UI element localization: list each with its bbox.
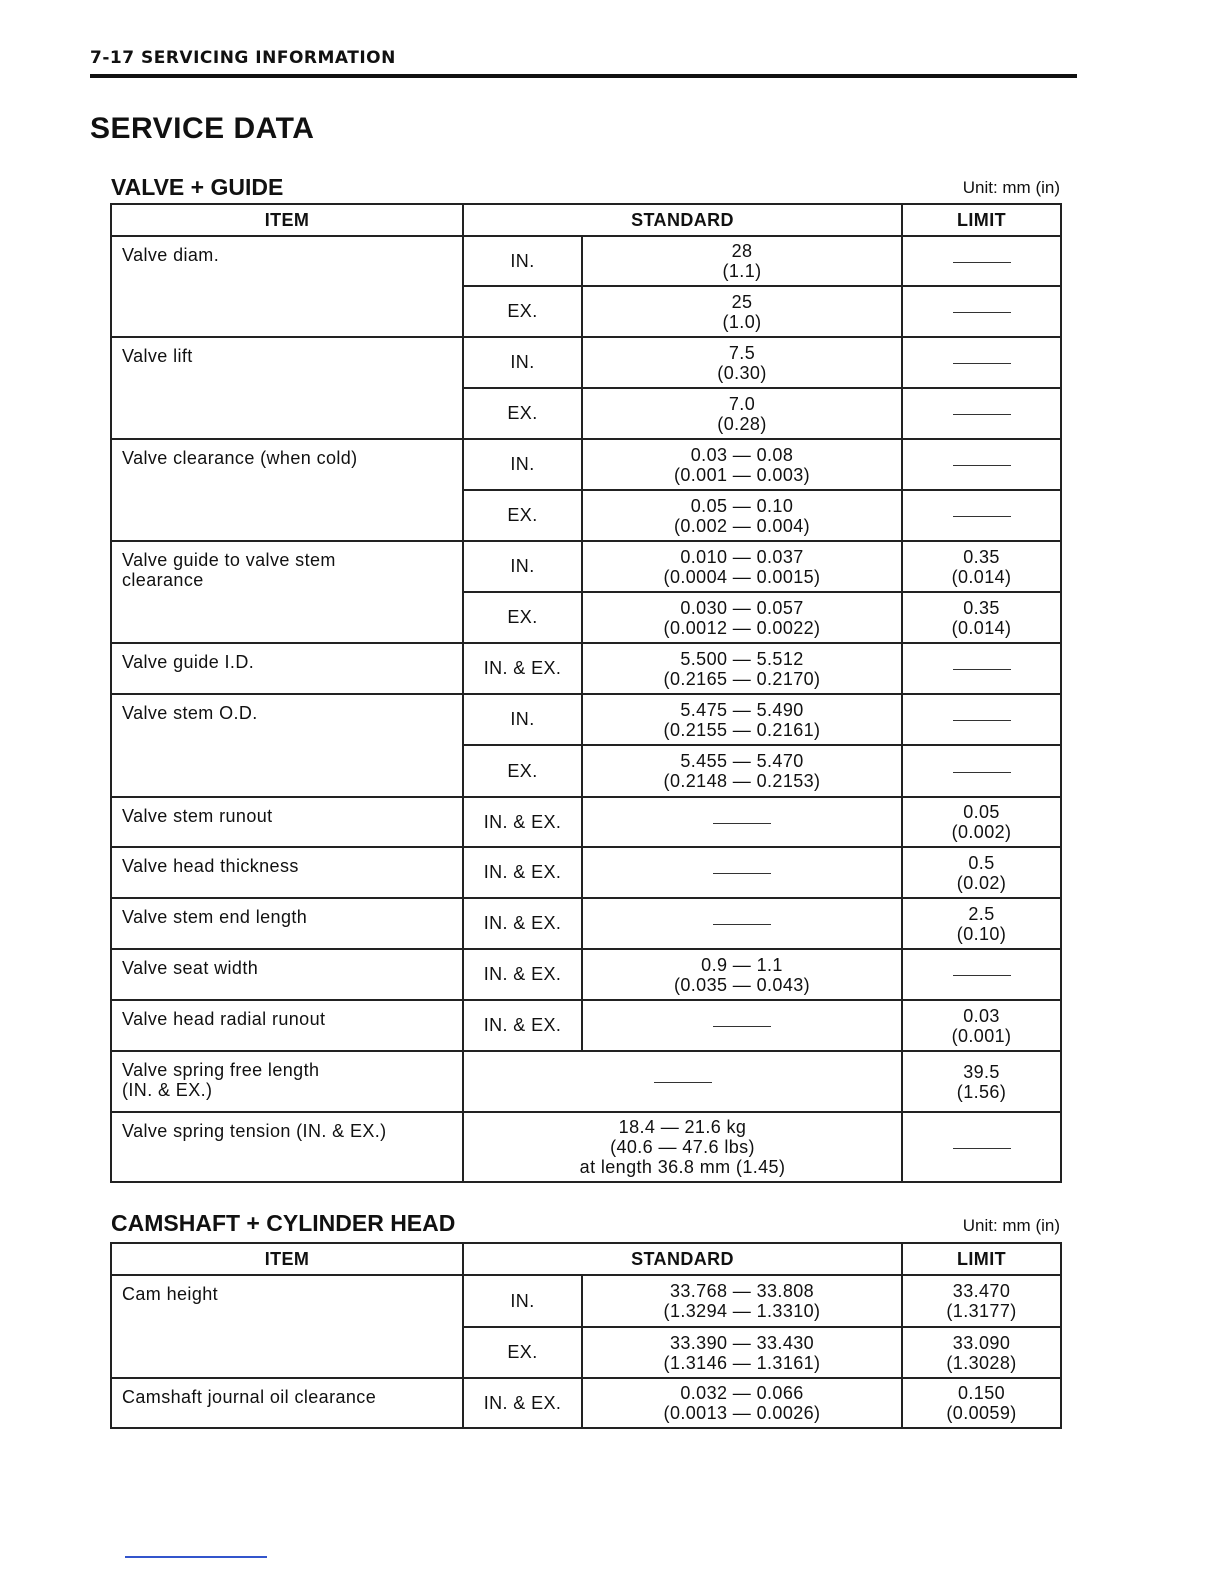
page-header	[90, 46, 1077, 78]
type-cell: IN.	[463, 1275, 582, 1327]
table-row	[111, 541, 1061, 592]
type-cell: EX.	[463, 592, 582, 643]
row-label: Valve guide I.D.	[111, 643, 463, 694]
row-label: Cam height	[111, 1275, 463, 1378]
camshaft-section-title: CAMSHAFT + CYLINDER HEAD	[111, 1210, 456, 1236]
no-value-dash	[713, 924, 771, 925]
table-row	[111, 1275, 1061, 1327]
col-header-item: ITEM	[111, 1243, 463, 1275]
standard-cell: 0.05 — 0.10 (0.002 — 0.004)	[582, 490, 902, 541]
no-value-dash	[654, 1082, 712, 1083]
row-label: Valve guide to valve stem clearance	[111, 541, 463, 643]
no-value-dash	[953, 414, 1011, 415]
limit-cell	[902, 643, 1061, 694]
page-header-text: 7-17 SERVICING INFORMATION	[90, 48, 396, 68]
no-value-dash	[953, 720, 1011, 721]
table-row	[111, 643, 1061, 694]
limit-cell: 0.150 (0.0059)	[902, 1378, 1061, 1428]
row-label: Camshaft journal oil clearance	[111, 1378, 463, 1428]
row-label: Valve stem O.D.	[111, 694, 463, 797]
type-cell: IN. & EX.	[463, 949, 582, 1000]
limit-cell	[902, 439, 1061, 490]
type-cell: IN. & EX.	[463, 847, 582, 898]
row-label: Valve stem runout	[111, 797, 463, 847]
limit-cell: 39.5 (1.56)	[902, 1051, 1061, 1112]
limit-cell: 33.470 (1.3177)	[902, 1275, 1061, 1327]
footer-rule	[125, 1556, 267, 1558]
col-header-limit: LIMIT	[902, 204, 1061, 236]
page-title: SERVICE DATA	[90, 112, 315, 145]
col-header-standard: STANDARD	[463, 1243, 902, 1275]
row-label: Valve diam.	[111, 236, 463, 337]
limit-cell	[902, 694, 1061, 745]
no-value-dash	[953, 975, 1011, 976]
col-header-limit: LIMIT	[902, 1243, 1061, 1275]
table-row	[111, 847, 1061, 898]
row-label: Valve head thickness	[111, 847, 463, 898]
table-row	[111, 694, 1061, 745]
no-value-dash	[713, 823, 771, 824]
camshaft-table	[110, 1242, 1062, 1429]
row-label: Valve clearance (when cold)	[111, 439, 463, 541]
col-header-item: ITEM	[111, 204, 463, 236]
standard-cell: 0.032 — 0.066 (0.0013 — 0.0026)	[582, 1378, 902, 1428]
no-value-dash	[953, 772, 1011, 773]
type-cell: EX.	[463, 490, 582, 541]
table-row	[111, 1112, 1061, 1182]
standard-cell: 0.9 — 1.1 (0.035 — 0.043)	[582, 949, 902, 1000]
limit-cell: 2.5 (0.10)	[902, 898, 1061, 949]
standard-cell: 0.010 — 0.037 (0.0004 — 0.0015)	[582, 541, 902, 592]
no-value-dash	[953, 669, 1011, 670]
no-value-dash	[953, 312, 1011, 313]
limit-cell	[902, 490, 1061, 541]
type-cell: EX.	[463, 286, 582, 337]
limit-cell	[902, 1112, 1061, 1182]
standard-cell	[582, 847, 902, 898]
limit-cell	[902, 949, 1061, 1000]
table-row	[111, 1378, 1061, 1428]
row-label: Valve spring tension (IN. & EX.)	[111, 1112, 463, 1182]
type-cell: IN.	[463, 337, 582, 388]
row-label: Valve spring free length (IN. & EX.)	[111, 1051, 463, 1112]
camshaft-unit-label: Unit: mm (in)	[962, 1216, 1060, 1235]
table-header-row	[111, 1243, 1061, 1275]
type-cell: IN. & EX.	[463, 643, 582, 694]
no-value-dash	[953, 262, 1011, 263]
standard-cell	[582, 797, 902, 847]
standard-cell	[582, 1000, 902, 1051]
table-row	[111, 898, 1061, 949]
type-cell: EX.	[463, 388, 582, 439]
standard-cell	[582, 898, 902, 949]
standard-cell	[463, 1051, 902, 1112]
limit-cell: 0.35 (0.014)	[902, 592, 1061, 643]
limit-cell: 0.05 (0.002)	[902, 797, 1061, 847]
limit-cell: 0.5 (0.02)	[902, 847, 1061, 898]
table-row	[111, 949, 1061, 1000]
standard-cell: 0.030 — 0.057 (0.0012 — 0.0022)	[582, 592, 902, 643]
type-cell: IN.	[463, 236, 582, 286]
valve-guide-section-title: VALVE + GUIDE	[111, 174, 284, 200]
limit-cell	[902, 388, 1061, 439]
limit-cell	[902, 745, 1061, 797]
standard-cell: 33.768 — 33.808 (1.3294 — 1.3310)	[582, 1275, 902, 1327]
table-row	[111, 1000, 1061, 1051]
standard-cell: 28 (1.1)	[582, 236, 902, 286]
type-cell: IN.	[463, 439, 582, 490]
valve-guide-table	[110, 203, 1062, 1183]
valve-guide-unit-label: Unit: mm (in)	[962, 178, 1060, 197]
standard-cell: 33.390 — 33.430 (1.3146 — 1.3161)	[582, 1327, 902, 1378]
type-cell: IN. & EX.	[463, 1378, 582, 1428]
col-header-standard: STANDARD	[463, 204, 902, 236]
table-header-row	[111, 204, 1061, 236]
row-label: Valve stem end length	[111, 898, 463, 949]
standard-cell: 5.455 — 5.470 (0.2148 — 0.2153)	[582, 745, 902, 797]
no-value-dash	[953, 1148, 1011, 1149]
standard-cell: 25 (1.0)	[582, 286, 902, 337]
limit-cell	[902, 337, 1061, 388]
no-value-dash	[953, 516, 1011, 517]
table-row	[111, 439, 1061, 490]
no-value-dash	[713, 873, 771, 874]
no-value-dash	[953, 465, 1011, 466]
table-row	[111, 337, 1061, 388]
standard-cell: 5.500 — 5.512 (0.2165 — 0.2170)	[582, 643, 902, 694]
limit-cell: 0.03 (0.001)	[902, 1000, 1061, 1051]
standard-cell: 5.475 — 5.490 (0.2155 — 0.2161)	[582, 694, 902, 745]
limit-cell: 33.090 (1.3028)	[902, 1327, 1061, 1378]
no-value-dash	[953, 363, 1011, 364]
type-cell: IN. & EX.	[463, 797, 582, 847]
no-value-dash	[713, 1026, 771, 1027]
limit-cell	[902, 236, 1061, 286]
standard-cell: 18.4 — 21.6 kg (40.6 — 47.6 lbs) at length 36.8 mm (1.45)	[463, 1112, 902, 1182]
standard-cell: 0.03 — 0.08 (0.001 — 0.003)	[582, 439, 902, 490]
type-cell: EX.	[463, 1327, 582, 1378]
row-label: Valve head radial runout	[111, 1000, 463, 1051]
type-cell: IN. & EX.	[463, 898, 582, 949]
limit-cell: 0.35 (0.014)	[902, 541, 1061, 592]
type-cell: IN.	[463, 541, 582, 592]
standard-cell: 7.5 (0.30)	[582, 337, 902, 388]
standard-cell: 7.0 (0.28)	[582, 388, 902, 439]
row-label: Valve seat width	[111, 949, 463, 1000]
limit-cell	[902, 286, 1061, 337]
table-row	[111, 1051, 1061, 1112]
table-row	[111, 797, 1061, 847]
type-cell: IN. & EX.	[463, 1000, 582, 1051]
row-label: Valve lift	[111, 337, 463, 439]
type-cell: IN.	[463, 694, 582, 745]
type-cell: EX.	[463, 745, 582, 797]
table-row	[111, 236, 1061, 286]
